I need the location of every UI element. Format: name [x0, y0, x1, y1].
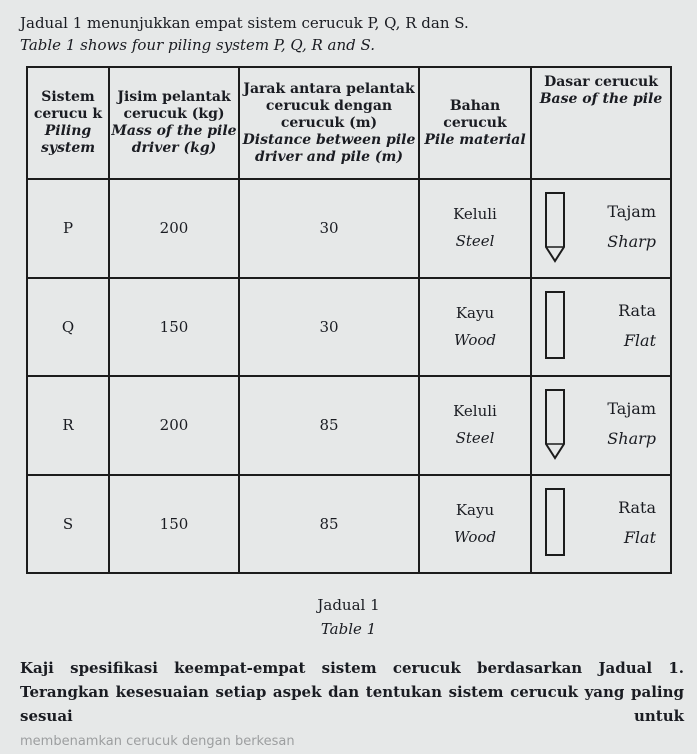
- base-cell: Rata Flat: [531, 475, 671, 574]
- distance-cell: 30: [239, 278, 419, 377]
- mass-cell: 200: [109, 179, 239, 278]
- intro-line-malay: Jadual 1 menunjukkan empat sistem cerucuk P, Q, R dan S.: [20, 14, 469, 32]
- header-base: Dasar cerucuk Base of the pile: [531, 67, 671, 179]
- distance-cell: 85: [239, 475, 419, 574]
- intro-line-english: Table 1 shows four piling system P, Q, R and S.: [20, 36, 376, 54]
- material-cell: Keluli Steel: [419, 179, 531, 278]
- table-header-row: [27, 67, 671, 179]
- table-row: [27, 278, 671, 377]
- mass-cell: 150: [109, 475, 239, 574]
- header-distance: Jarak antara pelantak cerucuk dengan cerucuk (m) Distance between pile driver and pile (m): [239, 67, 419, 179]
- table-caption-malay: Jadual 1: [317, 596, 380, 614]
- sharp-pile-icon: [542, 191, 568, 269]
- table-row: [27, 376, 671, 475]
- distance-cell: 30: [239, 179, 419, 278]
- distance-cell: 85: [239, 376, 419, 475]
- header-system: Sistem cerucu k Piling system: [27, 67, 109, 179]
- base-cell: Tajam Sharp: [531, 179, 671, 278]
- table-caption-english: Table 1: [320, 620, 377, 638]
- material-cell: Kayu Wood: [419, 475, 531, 574]
- flat-pile-icon: [542, 290, 568, 368]
- base-cell: Tajam Sharp: [531, 376, 671, 475]
- header-material: Bahan cerucuk Pile material: [419, 67, 531, 179]
- material-cell: Kayu Wood: [419, 278, 531, 377]
- header-mass: Jisim pelantak cerucuk (kg) Mass of the pile driver (kg): [109, 67, 239, 179]
- sharp-pile-icon: [542, 388, 568, 466]
- base-cell: Rata Flat: [531, 278, 671, 377]
- system-cell: R: [27, 376, 109, 475]
- system-cell: Q: [27, 278, 109, 377]
- question-cut-line: membenamkan cerucuk dengan berkesan: [20, 734, 295, 749]
- question-text: Kaji spesifikasi keempat-empat sistem cerucuk berdasarkan Jadual 1. Terangkan kesesuaian setiap aspek dan tentukan sistem cerucuk yang paling sesuai untuk membenamkan cerucuk dengan berkesan: [20, 656, 684, 754]
- intro: [20, 12, 469, 56]
- flat-pile-icon: [542, 487, 568, 565]
- system-cell: S: [27, 475, 109, 574]
- material-cell: Keluli Steel: [419, 376, 531, 475]
- system-cell: P: [27, 179, 109, 278]
- mass-cell: 200: [109, 376, 239, 475]
- table-row: [27, 475, 671, 574]
- mass-cell: 150: [109, 278, 239, 377]
- piling-table: [26, 66, 672, 574]
- table-row: [27, 179, 671, 278]
